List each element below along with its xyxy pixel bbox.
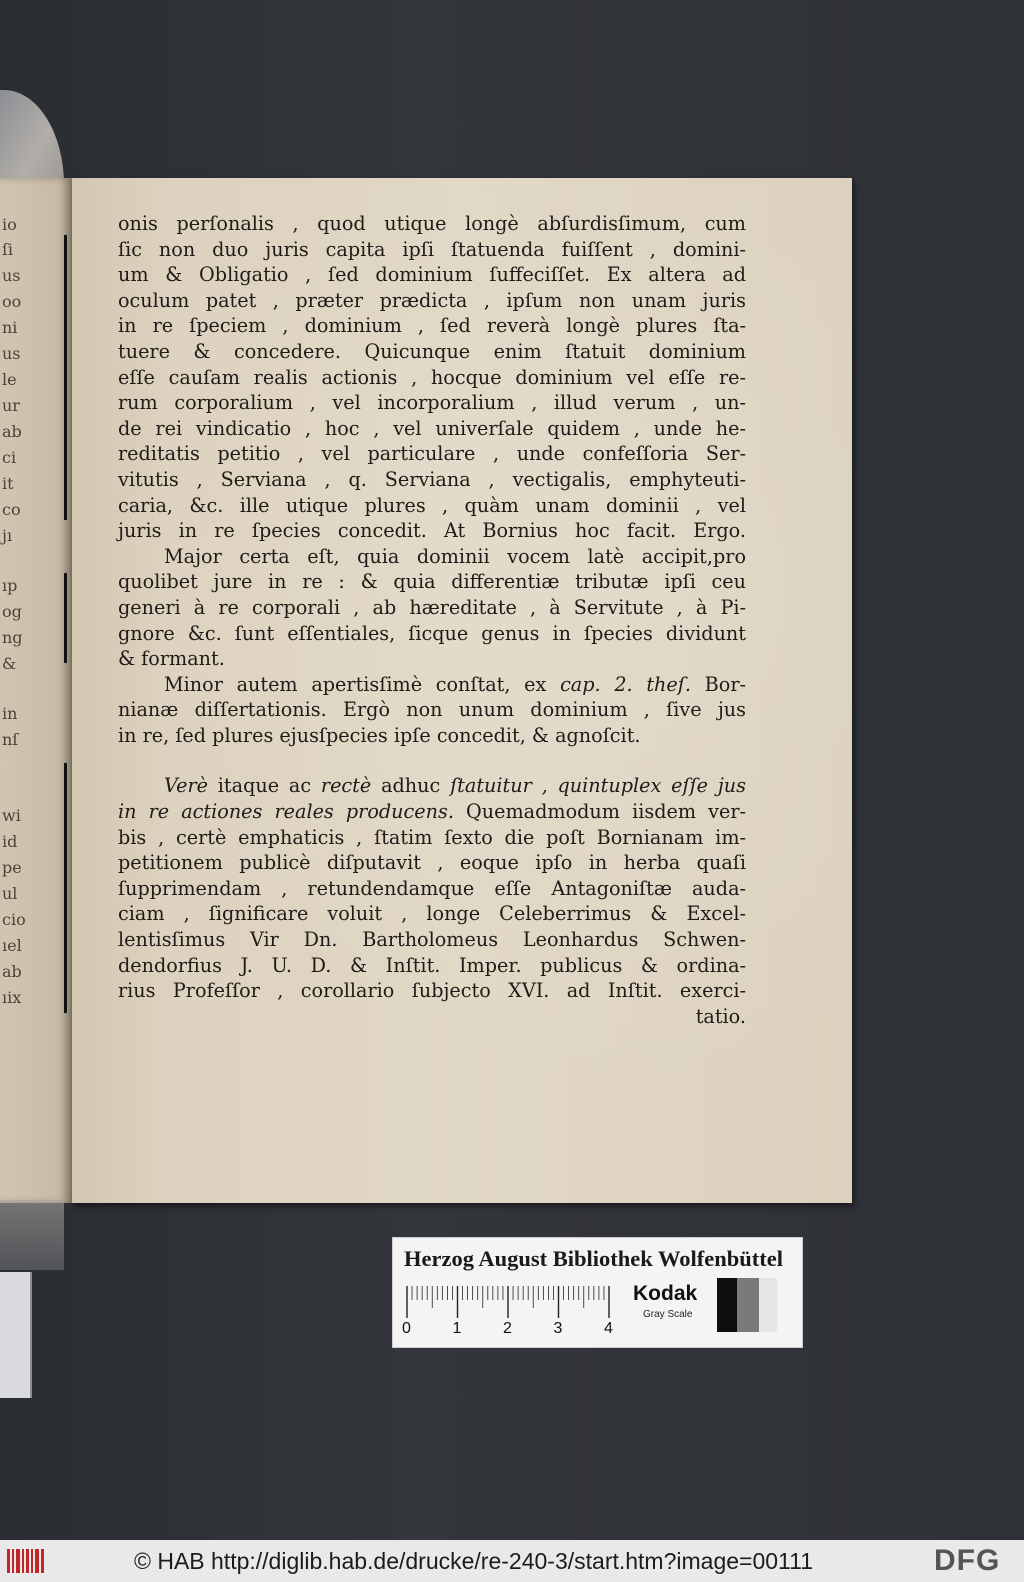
- text-line: in re ſpeciem , dominium , ſed reverà longè plures ſta-: [118, 314, 746, 338]
- text-line: in re, ſed plures ejusſpecies ipſe concedit, & agnoſcit.: [118, 723, 641, 747]
- text-line: de rei vindicatio , hoc , vel univerſale quidem , unde he-: [118, 416, 746, 440]
- text-line: dendorfius J. U. D. & Inſtit. Imper. publicus & ordina-: [118, 953, 746, 977]
- left-page-text-fragment: &: [2, 654, 17, 673]
- text-line: nianæ diſſertationis. Ergò non unum dominium , ſive jus: [118, 698, 746, 722]
- left-page-edge: [0, 178, 72, 1203]
- left-page-text-fragment: ab: [2, 422, 22, 441]
- text-line: juris in re ſpecies concedit. At Bornius hoc facit. Ergo.: [118, 519, 746, 543]
- binding-line: [64, 763, 67, 1013]
- left-side-tab: [0, 1272, 32, 1398]
- left-page-text-fragment: cio: [2, 910, 26, 929]
- text-line: Major certa eſt, quia dominii vocem latè accipit,pro: [164, 544, 746, 568]
- text-line: caria, &c. ille utique plures , quàm unam dominii , vel: [118, 493, 746, 517]
- text-line: reditatis petitio , vel particulare , unde confeſſoria Ser-: [118, 442, 746, 466]
- text-line: quolibet jure in re : & quia differentiæ tributæ ipſi ceu: [118, 570, 746, 594]
- paragraph-3: [118, 672, 746, 749]
- black-swatch: [717, 1278, 737, 1332]
- library-name: Herzog August Bibliothek Wolfenbüttel: [404, 1246, 783, 1271]
- copyright-link[interactable]: © HAB http://diglib.hab.de/drucke/re-240-3/start.htm?image=00111: [134, 1548, 814, 1574]
- left-page-text-fragment: co: [2, 500, 21, 519]
- left-page-text-fragment: us: [2, 266, 21, 285]
- left-page-text-fragment: jı: [2, 526, 13, 545]
- left-page-shadow: [0, 1200, 64, 1270]
- text-line: generi à re corporali , ab hæreditate , à Servitute , à Pi-: [118, 595, 746, 619]
- binding-line: [64, 235, 67, 520]
- text-line: vitutis , Serviana , q. Serviana , vectigalis, emphyteuti-: [118, 467, 746, 491]
- text-line: ſupprimendam , retundendamque eſſe Antagoniſtæ auda-: [118, 876, 746, 900]
- dfg-logo: DFG: [934, 1544, 1001, 1577]
- left-page-text-fragment: ur: [2, 396, 20, 415]
- book-page: [72, 178, 852, 1203]
- text-line: um & Obligatio , ſed dominium ſuffeciſſet. Ex altera ad: [118, 263, 746, 287]
- ruler: [405, 1286, 615, 1322]
- left-page-text-fragment: ab: [2, 962, 22, 981]
- text-line: in re actiones reales producens. Quemadmodum iisdem ver-: [118, 800, 746, 824]
- left-page-text-fragment: ıp: [2, 576, 18, 595]
- text-line: oculum patet , præter prædicta , ipſum non unam juris: [118, 288, 746, 312]
- text-line: eſſe cauſam realis actionis , hocque dominium vel eſſe re-: [118, 365, 746, 389]
- left-page-text-fragment: nſ: [2, 730, 19, 749]
- left-page-text-fragment: id: [2, 832, 18, 851]
- text-line: tuere & concedere. Quicunque enim ſtatuit dominium: [118, 339, 746, 363]
- left-page-text-fragment: og: [2, 602, 22, 621]
- text-line: Minor autem apertisſimè conſtat, ex cap. 2. theſ. Bor-: [164, 672, 746, 696]
- left-page-text-fragment: ıel: [2, 936, 22, 955]
- kodak-logo: Kodak: [633, 1282, 698, 1305]
- left-page-text-fragment: ul: [2, 884, 18, 903]
- left-page-text-fragment: ci: [2, 448, 17, 467]
- text-line: rius Profeſſor , corollario ſubjecto XVI. ad Inſtit. exerci-: [118, 979, 746, 1003]
- text-line: Verè itaque ac rectè adhuc ſtatuitur , quintuplex eſſe jus: [164, 774, 747, 798]
- gray-scale-label: Gray Scale: [643, 1309, 693, 1320]
- left-page-text-fragment: le: [2, 370, 17, 389]
- left-page-text-fragment: wi: [2, 806, 21, 825]
- text-line: & formant.: [118, 647, 225, 671]
- ruler-number: 2: [503, 1320, 512, 1337]
- catchword: tatio.: [695, 1004, 746, 1028]
- left-page-text-fragment: ni: [2, 318, 18, 337]
- ruler-number: 3: [553, 1320, 563, 1337]
- left-page-text-fragment: ng: [2, 628, 23, 647]
- ruler-number: 4: [604, 1320, 613, 1337]
- left-page-text-fragment: us: [2, 344, 21, 363]
- left-page-text-fragment: io: [2, 215, 17, 234]
- footer-bar: [0, 1540, 1024, 1582]
- text-line: lentisſimus Vir Dn. Bartholomeus Leonhardus Schwen-: [118, 928, 746, 952]
- white-swatch: [759, 1278, 777, 1332]
- left-page-text-fragment: oo: [2, 292, 22, 311]
- left-page-text-fragment: pe: [2, 858, 22, 877]
- left-page-text-fragment: in: [2, 704, 18, 723]
- color-target-card: [392, 1237, 803, 1348]
- binding-line: [64, 573, 67, 663]
- left-page-text-fragment: it: [2, 474, 14, 493]
- text-line: gnore &c. ſunt eſſentiales, ſicque genus in ſpecies dividunt: [118, 621, 746, 645]
- text-line: onis perſonalis , quod utique longè abſurdisſimum, cum: [118, 212, 746, 235]
- page-text: [118, 211, 746, 1029]
- text-line: ciam , ſignificare voluit , longe Celeberrimus & Excel-: [118, 902, 746, 926]
- paragraph-1: [118, 211, 746, 544]
- text-line: petitionem publicè diſputavit , eoque ipſo in herba quaſi: [118, 851, 746, 875]
- paragraph-4: [118, 773, 746, 1029]
- ruler-number: 1: [452, 1320, 462, 1337]
- text-line: ſic non duo juris capita ipſi ſtatuenda fuiſſent , domini-: [118, 237, 746, 261]
- ruler-number: 0: [402, 1320, 411, 1337]
- left-page-text-fragment: ſi: [2, 240, 14, 259]
- text-line: rum corporalium , vel incorporalium , illud verum , un-: [118, 391, 746, 415]
- gray-swatch: [737, 1278, 759, 1332]
- barcode-icon: [6, 1547, 46, 1575]
- left-page-text-fragment: ıix: [2, 988, 22, 1007]
- paragraph-2: [118, 544, 746, 672]
- text-line: bis , certè emphaticis , ſtatim ſexto die poſt Bornianam im-: [118, 825, 746, 849]
